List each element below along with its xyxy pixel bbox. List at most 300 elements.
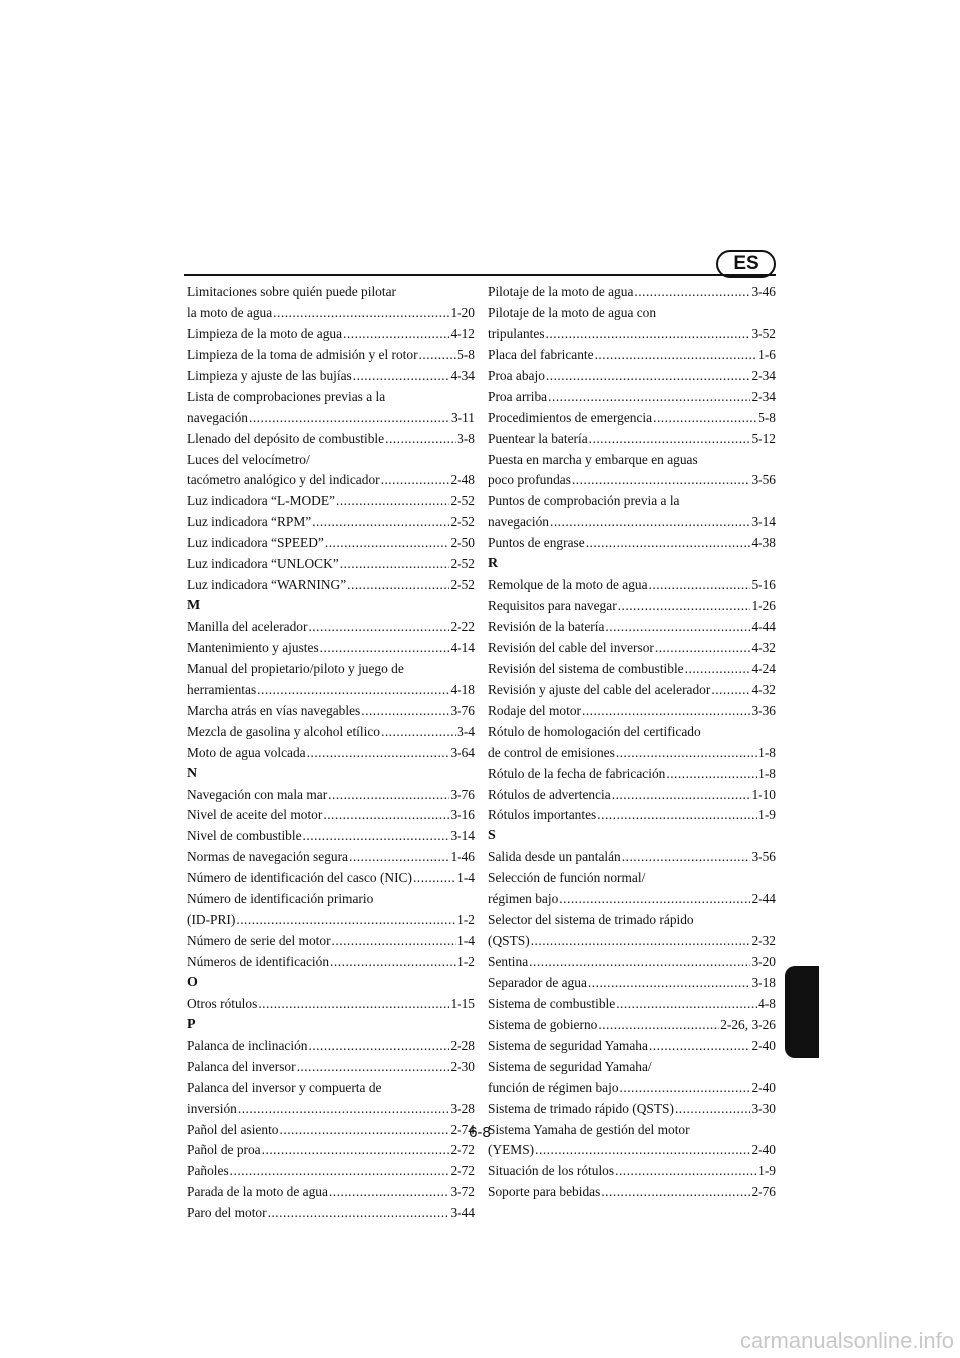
entry-term: Nivel de aceite del motor xyxy=(187,807,323,823)
entry-term: Pañol del asiento xyxy=(187,1121,279,1137)
entry-page: 2-72 xyxy=(450,1163,475,1179)
dot-leader xyxy=(413,868,456,889)
index-entry xyxy=(187,847,475,868)
entry-term: navegación xyxy=(488,514,549,530)
dot-leader xyxy=(612,785,751,806)
entry-term: Marcha atrás en vías navegables xyxy=(187,702,361,718)
entry-page: 2-52 xyxy=(450,556,475,572)
index-entry xyxy=(187,722,475,743)
index-entry xyxy=(488,638,776,659)
header-rule xyxy=(184,274,776,276)
entry-term: Nivel de combustible xyxy=(187,828,302,844)
watermark: carmanualsonline.info xyxy=(739,1328,954,1353)
index-entry xyxy=(488,408,776,429)
entry-term: tacómetro analógico y del indicador xyxy=(187,472,380,488)
entry-page: 1-6 xyxy=(758,346,776,362)
index-entry xyxy=(187,345,475,366)
entry-page: 2-32 xyxy=(751,933,776,949)
section-letter: R xyxy=(488,556,499,572)
entry-page: 5-12 xyxy=(751,430,776,446)
index-entry xyxy=(488,1182,776,1203)
entry-term: Normas de navegación segura xyxy=(187,849,348,865)
index-entry-line: Palanca del inversor y compuerta de xyxy=(187,1079,382,1095)
index-entry xyxy=(488,1078,776,1099)
dot-leader xyxy=(257,680,449,701)
entry-page: 1-2 xyxy=(457,954,475,969)
entry-term: Proa abajo xyxy=(488,367,545,383)
dot-leader xyxy=(572,470,751,491)
dot-leader xyxy=(236,910,456,931)
entry-page: 2-44 xyxy=(751,891,776,907)
dot-leader xyxy=(588,973,751,994)
entry-page: 3-72 xyxy=(450,1184,475,1200)
entry-term: herramientas xyxy=(187,681,257,697)
index-entry xyxy=(187,1099,475,1120)
entry-page: 4-32 xyxy=(751,681,776,697)
dot-leader xyxy=(238,1099,450,1120)
entry-page: 1-9 xyxy=(758,807,776,823)
dot-leader xyxy=(381,722,456,743)
entry-page: 2-50 xyxy=(450,535,475,551)
index-entry xyxy=(187,701,475,722)
entry-term: Sistema de gobierno xyxy=(488,1016,598,1032)
dot-leader xyxy=(649,1036,751,1057)
dot-leader xyxy=(385,429,456,450)
dot-leader xyxy=(685,659,751,680)
dot-leader xyxy=(675,1099,751,1120)
entry-page: 3-52 xyxy=(751,325,776,341)
dot-leader xyxy=(622,847,751,868)
entry-term: Luz indicadora “UNLOCK” xyxy=(187,556,339,572)
entry-page: 2-40 xyxy=(751,1142,776,1158)
entry-page: 3-4 xyxy=(457,723,475,739)
dot-leader xyxy=(307,743,450,764)
entry-page: 2-52 xyxy=(450,514,475,530)
index-entry xyxy=(187,868,475,889)
index-entry-line: Puesta en marcha y embarque en aguas xyxy=(488,451,698,467)
entry-page: 2-34 xyxy=(751,388,776,404)
index-entry-line: Rótulo de homologación del certificado xyxy=(488,723,701,739)
entry-term: Proa arriba xyxy=(488,388,548,404)
index-entry xyxy=(488,764,776,785)
dot-leader xyxy=(353,366,450,387)
index-entry-line: Sistema Yamaha de gestión del motor xyxy=(488,1121,690,1137)
entry-term: la moto de agua xyxy=(187,304,273,320)
dot-leader xyxy=(273,303,449,324)
index-entry xyxy=(488,743,776,764)
entry-term: Llenado del depósito de combustible xyxy=(187,430,385,446)
index-entry-line: Manual del propietario/piloto y juego de xyxy=(187,660,404,676)
entry-page: 3-76 xyxy=(450,786,475,802)
index-entry xyxy=(187,429,475,450)
entry-term: (QSTS) xyxy=(488,933,530,949)
entry-page: 2-26, 3-26 xyxy=(720,1016,776,1032)
index-entry xyxy=(187,1057,475,1078)
index-entry xyxy=(187,638,475,659)
dot-leader xyxy=(655,638,751,659)
entry-page: 4-12 xyxy=(450,325,475,341)
entry-page: 5-8 xyxy=(457,346,475,362)
entry-page: 3-20 xyxy=(751,954,776,969)
entry-term: Sistema de trimado rápido (QSTS) xyxy=(488,1100,674,1116)
index-entry-line: Selección de función normal/ xyxy=(488,870,646,886)
dot-leader xyxy=(325,533,450,554)
dot-leader xyxy=(249,408,450,429)
entry-term: Otros rótulos xyxy=(187,995,258,1011)
entry-term: Mezcla de gasolina y alcohol etílico xyxy=(187,723,380,739)
dot-leader xyxy=(312,512,449,533)
dot-leader xyxy=(419,345,457,366)
index-entry xyxy=(187,324,475,345)
dot-leader xyxy=(653,408,757,429)
dot-leader xyxy=(615,1161,757,1182)
entry-page: 1-26 xyxy=(751,598,776,614)
index-entry xyxy=(187,680,475,701)
dot-leader xyxy=(303,826,450,847)
entry-page: 3-18 xyxy=(751,974,776,990)
entry-term: Palanca de inclinación xyxy=(187,1037,308,1053)
dot-leader xyxy=(381,470,450,491)
language-badge: ES xyxy=(716,250,776,278)
index-entry xyxy=(187,575,475,596)
index-entry-line: Lista de comprobaciones previas a la xyxy=(187,388,386,404)
entry-term: Separador de agua xyxy=(488,974,587,990)
entry-page: 3-16 xyxy=(450,807,475,823)
entry-term: inversión xyxy=(187,1100,237,1116)
entry-term: Limpieza y ajuste de las bujías xyxy=(187,367,352,383)
index-entry xyxy=(488,617,776,638)
index-entry xyxy=(488,1140,776,1161)
index-entry xyxy=(187,805,475,826)
index-entry xyxy=(488,575,776,596)
index-entry xyxy=(187,554,475,575)
entry-term: Manilla del acelerador xyxy=(187,619,308,634)
entry-page: 4-34 xyxy=(450,367,475,383)
dot-leader xyxy=(597,805,757,826)
entry-term: Luz indicadora “RPM” xyxy=(187,514,312,530)
dot-leader xyxy=(582,701,750,722)
entry-page: 3-64 xyxy=(450,744,475,760)
dot-leader xyxy=(634,282,750,303)
dot-leader xyxy=(336,491,449,512)
index-entry xyxy=(488,847,776,868)
dot-leader xyxy=(666,764,757,785)
entry-term: (ID-PRI) xyxy=(187,912,236,928)
entry-term: Sentina xyxy=(488,954,529,969)
index-entry xyxy=(488,324,776,345)
index-entry-line: Luces del velocímetro/ xyxy=(187,451,310,467)
section-letter: P xyxy=(187,1016,196,1032)
entry-term: Rótulos importantes xyxy=(488,807,597,823)
index-entry xyxy=(488,1015,776,1036)
entry-page: 4-44 xyxy=(751,619,776,634)
index-entry xyxy=(187,1203,475,1224)
entry-term: Navegación con mala mar xyxy=(187,786,328,802)
dot-leader xyxy=(361,701,449,722)
dot-leader xyxy=(595,345,758,366)
entry-term: Situación de los rótulos xyxy=(488,1163,615,1179)
index-entry xyxy=(187,617,475,638)
entry-page: 4-8 xyxy=(758,995,776,1011)
dot-leader xyxy=(535,1140,750,1161)
dot-leader xyxy=(548,387,750,408)
index-entry-line: Número de identificación primario xyxy=(187,891,374,907)
index-entry xyxy=(187,910,475,931)
dot-leader xyxy=(711,680,750,701)
entry-term: de control de emisiones xyxy=(488,744,615,760)
index-entry xyxy=(488,952,776,973)
dot-leader xyxy=(349,847,449,868)
entry-term: Limpieza de la toma de admisión y el rotor xyxy=(187,346,418,362)
page-number: 6-8 xyxy=(469,1124,491,1141)
dot-leader xyxy=(343,324,449,345)
entry-term: Revisión del sistema de combustible xyxy=(488,660,684,676)
dot-leader xyxy=(328,785,449,806)
index-entry xyxy=(488,1036,776,1057)
index-entry-line: Limitaciones sobre quién puede pilotar xyxy=(187,284,396,299)
dot-leader xyxy=(323,805,449,826)
entry-page: 1-20 xyxy=(450,304,475,320)
entry-term: Número de serie del motor xyxy=(187,933,331,949)
entry-term: navegación xyxy=(187,409,248,425)
entry-page: 2-22 xyxy=(450,619,475,634)
entry-term: Sistema de seguridad Yamaha xyxy=(488,1037,648,1053)
entry-term: Pilotaje de la moto de agua xyxy=(488,284,634,299)
entry-term: Números de identificación xyxy=(187,954,330,969)
section-letter: S xyxy=(488,828,496,844)
entry-page: 4-24 xyxy=(751,660,776,676)
dot-leader xyxy=(340,554,450,575)
entry-term: Número de identificación del casco (NIC) xyxy=(187,870,412,886)
dot-leader xyxy=(529,952,750,973)
entry-page: 2-72 xyxy=(450,1142,475,1158)
entry-term: Puntos de engrase xyxy=(488,535,585,551)
entry-term: régimen bajo xyxy=(488,891,559,907)
entry-term: (YEMS) xyxy=(488,1142,535,1158)
entry-page: 1-2 xyxy=(457,912,475,928)
index-entry-line: Pilotaje de la moto de agua con xyxy=(488,304,657,320)
index-entry xyxy=(187,931,475,952)
dot-leader xyxy=(601,1182,750,1203)
entry-page: 1-15 xyxy=(450,995,475,1011)
entry-page: 3-76 xyxy=(450,702,475,718)
index-entry xyxy=(187,303,475,324)
entry-page: 5-16 xyxy=(751,577,776,593)
entry-page: 5-8 xyxy=(758,409,776,425)
index-entry xyxy=(187,366,475,387)
entry-page: 3-56 xyxy=(751,472,776,488)
dot-leader xyxy=(620,1078,751,1099)
entry-page: 1-46 xyxy=(450,849,475,865)
entry-term: Puentear la batería xyxy=(488,430,588,446)
entry-term: Salida desde un pantalán xyxy=(488,849,621,865)
index-entry xyxy=(187,470,475,491)
entry-term: Remolque de la moto de agua xyxy=(488,577,648,593)
entry-page: 2-40 xyxy=(751,1079,776,1095)
index-entry xyxy=(488,659,776,680)
index-entry xyxy=(488,1099,776,1120)
dot-leader xyxy=(589,429,751,450)
index-entry xyxy=(187,785,475,806)
index-entry xyxy=(187,994,475,1015)
entry-page: 2-40 xyxy=(751,1037,776,1053)
entry-page: 1-8 xyxy=(758,765,776,781)
entry-page: 2-28 xyxy=(450,1037,475,1053)
index-entry xyxy=(488,429,776,450)
index-entry xyxy=(488,785,776,806)
entry-term: Rótulos de advertencia xyxy=(488,786,611,802)
entry-page: 3-30 xyxy=(751,1100,776,1116)
entry-term: Pañol de proa xyxy=(187,1142,261,1158)
index-entry xyxy=(488,387,776,408)
index-entry xyxy=(187,952,475,973)
chapter-tab xyxy=(785,966,819,1058)
entry-term: Moto de agua volcada xyxy=(187,744,306,760)
dot-leader xyxy=(258,994,449,1015)
entry-term: Revisión del cable del inversor xyxy=(488,639,654,655)
entry-page: 3-14 xyxy=(751,514,776,530)
dot-leader xyxy=(332,931,457,952)
index-entry xyxy=(187,743,475,764)
index-entry xyxy=(488,994,776,1015)
index-entry xyxy=(488,889,776,910)
entry-page: 1-4 xyxy=(457,870,475,886)
dot-leader xyxy=(329,1182,450,1203)
index-entry xyxy=(187,1161,475,1182)
entry-term: Luz indicadora “SPEED” xyxy=(187,535,324,551)
entry-term: Placa del fabricante xyxy=(488,346,594,362)
entry-page: 3-14 xyxy=(450,828,475,844)
dot-leader xyxy=(616,743,757,764)
entry-term: poco profundas xyxy=(488,472,571,488)
entry-page: 2-52 xyxy=(450,577,475,593)
dot-leader xyxy=(546,324,751,345)
dot-leader xyxy=(308,1036,449,1057)
section-letter: N xyxy=(187,765,198,781)
entry-term: Soporte para bebidas xyxy=(488,1184,601,1200)
index-entry xyxy=(187,491,475,512)
dot-leader xyxy=(347,575,449,596)
entry-term: Rodaje del motor xyxy=(488,702,581,718)
dot-leader xyxy=(559,889,750,910)
index-entry xyxy=(187,1182,475,1203)
index-entry xyxy=(488,533,776,554)
index-entry xyxy=(488,345,776,366)
dot-leader xyxy=(531,931,751,952)
index-entry xyxy=(488,973,776,994)
index-entry xyxy=(488,931,776,952)
section-letter: O xyxy=(187,974,198,990)
entry-page: 4-18 xyxy=(450,681,475,697)
entry-page: 2-74 xyxy=(450,1121,475,1137)
index-entry-line: Puntos de comprobación previa a la xyxy=(488,493,680,509)
entry-page: 3-44 xyxy=(450,1205,475,1221)
index-column-right xyxy=(488,282,776,1203)
dot-leader xyxy=(330,952,456,973)
entry-term: Parada de la moto de agua xyxy=(187,1184,328,1200)
dot-leader xyxy=(308,617,449,638)
entry-page: 1-8 xyxy=(758,744,776,760)
entry-term: Sistema de combustible xyxy=(488,995,616,1011)
entry-page: 1-9 xyxy=(758,1163,776,1179)
index-entry xyxy=(488,470,776,491)
entry-term: Requisitos para navegar xyxy=(488,598,617,614)
index-entry xyxy=(187,826,475,847)
index-entry xyxy=(488,680,776,701)
entry-term: Paro del motor xyxy=(187,1205,267,1221)
index-entry xyxy=(488,282,776,303)
index-entry xyxy=(187,533,475,554)
index-entry xyxy=(488,1161,776,1182)
entry-term: Revisión de la batería xyxy=(488,619,605,634)
index-column-left xyxy=(187,282,475,1224)
entry-term: Palanca del inversor xyxy=(187,1058,296,1074)
index-entry xyxy=(187,1140,475,1161)
entry-page: 3-56 xyxy=(751,849,776,865)
entry-term: Procedimientos de emergencia xyxy=(488,409,653,425)
entry-term: Revisión y ajuste del cable del acelerador xyxy=(488,681,711,697)
index-entry-line: Selector del sistema de trimado rápido xyxy=(488,912,694,928)
dot-leader xyxy=(262,1140,450,1161)
entry-page: 1-10 xyxy=(751,786,776,802)
entry-page: 2-48 xyxy=(450,472,475,488)
entry-term: tripulantes xyxy=(488,325,545,341)
dot-leader xyxy=(550,512,750,533)
index-entry xyxy=(488,596,776,617)
index-entry xyxy=(488,701,776,722)
entry-page: 4-14 xyxy=(450,639,475,655)
dot-leader xyxy=(320,638,450,659)
dot-leader xyxy=(297,1057,450,1078)
entry-page: 4-38 xyxy=(751,535,776,551)
dot-leader xyxy=(618,596,751,617)
entry-page: 3-46 xyxy=(751,284,776,299)
index-entry xyxy=(187,408,475,429)
index-entry-line: Sistema de seguridad Yamaha/ xyxy=(488,1058,652,1074)
entry-page: 2-76 xyxy=(751,1184,776,1200)
index-entry xyxy=(488,512,776,533)
dot-leader xyxy=(546,366,751,387)
entry-term: función de régimen bajo xyxy=(488,1079,619,1095)
dot-leader xyxy=(649,575,751,596)
dot-leader xyxy=(586,533,751,554)
entry-page: 3-28 xyxy=(450,1100,475,1116)
index-entry xyxy=(488,366,776,387)
dot-leader xyxy=(268,1203,450,1224)
dot-leader xyxy=(598,1015,719,1036)
entry-page: 2-30 xyxy=(450,1058,475,1074)
index-entry xyxy=(187,512,475,533)
entry-term: Luz indicadora “WARNING” xyxy=(187,577,347,593)
index-entry xyxy=(488,805,776,826)
entry-term: Luz indicadora “L-MODE” xyxy=(187,493,335,509)
entry-page: 2-34 xyxy=(751,367,776,383)
section-letter: M xyxy=(187,598,201,614)
entry-page: 3-36 xyxy=(751,702,776,718)
entry-page: 3-8 xyxy=(457,430,475,446)
entry-page: 4-32 xyxy=(751,639,776,655)
entry-term: Rótulo de la fecha de fabricación xyxy=(488,765,666,781)
dot-leader xyxy=(230,1161,450,1182)
entry-term: Limpieza de la moto de agua xyxy=(187,325,343,341)
entry-page: 3-11 xyxy=(450,409,475,425)
entry-page: 1-4 xyxy=(457,933,475,949)
entry-term: Mantenimiento y ajustes xyxy=(187,639,319,655)
dot-leader xyxy=(605,617,750,638)
entry-page: 2-52 xyxy=(450,493,475,509)
entry-term: Pañoles xyxy=(187,1163,229,1179)
index-entry xyxy=(187,1036,475,1057)
